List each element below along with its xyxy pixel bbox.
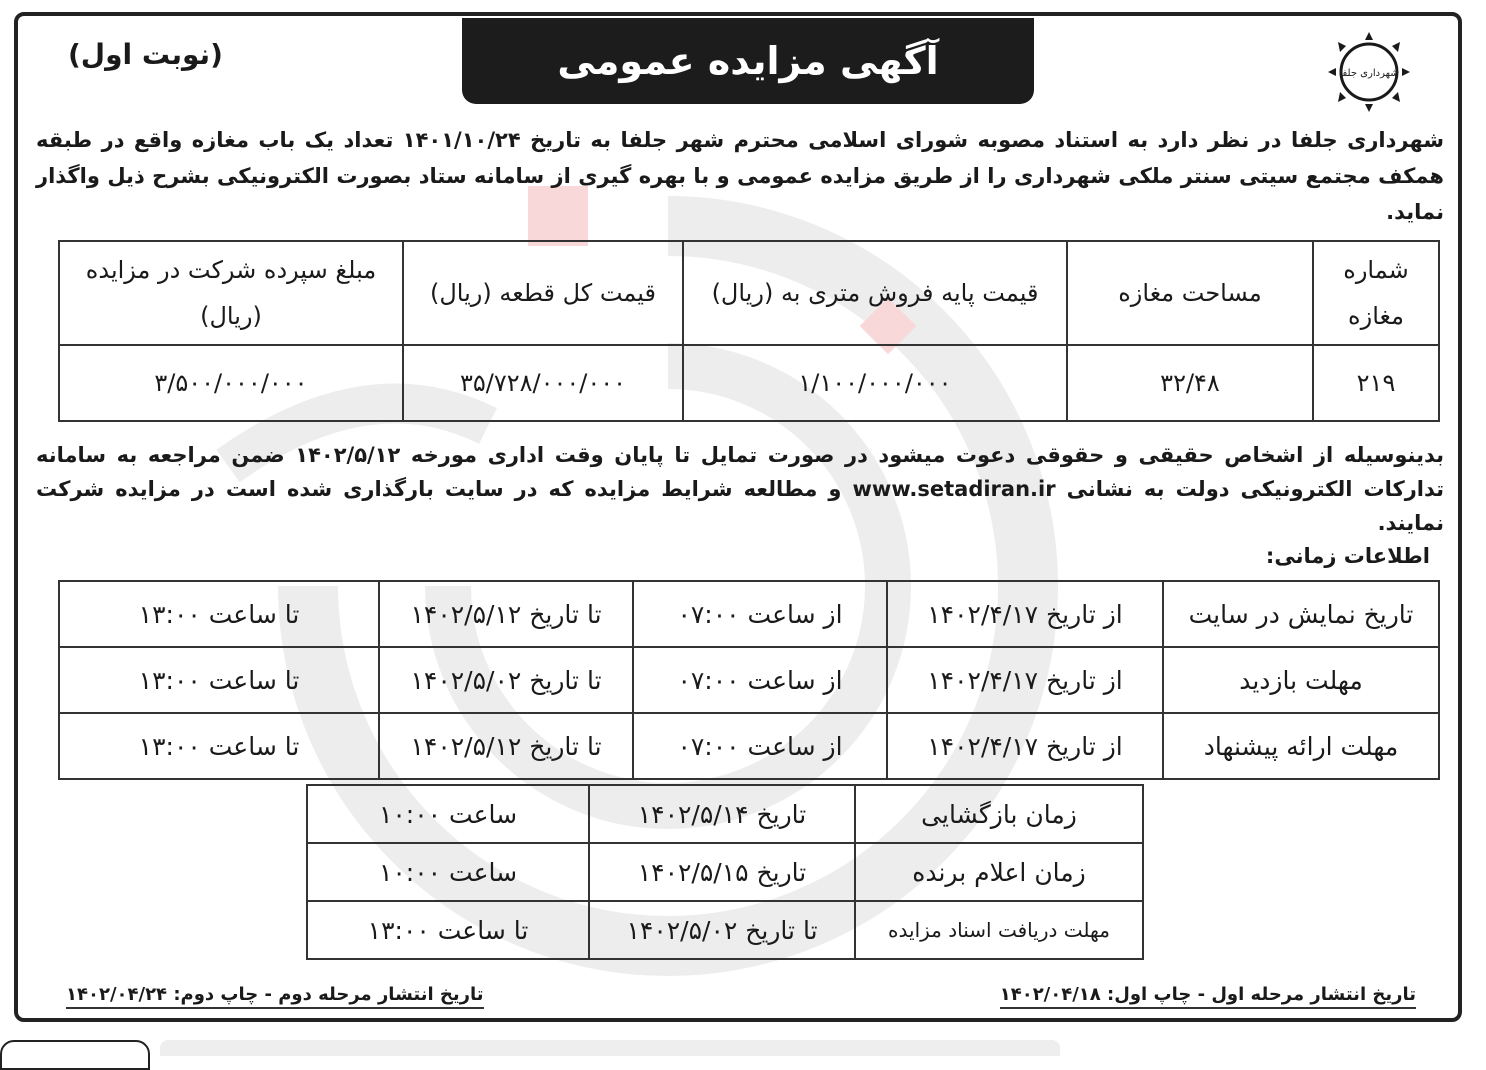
page-edge-tab (0, 1040, 150, 1070)
municipality-logo-icon (1324, 30, 1414, 114)
schedule-to-time: تا ساعت ۱۳:۰۰ (59, 647, 379, 713)
schedule-from-date: از تاریخ ۱۴۰۲/۴/۱۷ (887, 647, 1163, 713)
event-time: تا ساعت ۱۳:۰۰ (307, 901, 589, 959)
shop-table-header-row (59, 241, 1439, 345)
first-print-date: تاریخ انتشار مرحله اول - چاپ اول: ۱۴۰۲/۰۴/۱۸ (1000, 984, 1416, 1009)
table-row (307, 843, 1143, 901)
second-print-date: تاریخ انتشار مرحله دوم - چاپ دوم: ۱۴۰۲/۰۴/۲۴ (66, 984, 484, 1009)
schedule-table (58, 580, 1440, 780)
schedule-from-date: از تاریخ ۱۴۰۲/۴/۱۷ (887, 713, 1163, 779)
event-label: زمان بازگشایی (855, 785, 1143, 843)
header-shop-area: مساحت مغازه (1067, 241, 1313, 345)
event-label: مهلت دریافت اسناد مزایده (855, 901, 1143, 959)
events-table (306, 784, 1144, 960)
schedule-label: تاریخ نمایش در سایت (1163, 581, 1439, 647)
schedule-to-date: تا تاریخ ۱۴۰۲/۵/۰۲ (379, 647, 633, 713)
header-base-price: قیمت پایه فروش متری به (ریال) (683, 241, 1067, 345)
shop-number: ۲۱۹ (1313, 345, 1439, 421)
schedule-to-date: تا تاریخ ۱۴۰۲/۵/۱۲ (379, 713, 633, 779)
header-deposit: مبلغ سپرده شرکت در مزایده (ریال) (59, 241, 403, 345)
table-row (59, 345, 1439, 421)
intro-paragraph: شهرداری جلفا در نظر دارد به استناد مصوبه شورای اسلامی محترم شهر جلفا به تاریخ ۱۴۰۱/۱۰/۲۴ تعداد یک باب مغازه واقع در طبقه همکف مجتمع سیتی سنتر ملکی شهرداری را از طریق مزایده عمومی و با بهره گیری از سامانه ستاد بصورت الکترونیکی بشرح ذیل واگذار نماید. (36, 128, 1444, 224)
event-date: تاریخ ۱۴۰۲/۵/۱۴ (589, 785, 855, 843)
event-date: تاریخ ۱۴۰۲/۵/۱۵ (589, 843, 855, 901)
table-row (59, 581, 1439, 647)
schedule-to-time: تا ساعت ۱۳:۰۰ (59, 713, 379, 779)
schedule-from-time: از ساعت ۰۷:۰۰ (633, 713, 887, 779)
notice-frame (14, 12, 1462, 1022)
event-date: تا تاریخ ۱۴۰۲/۵/۰۲ (589, 901, 855, 959)
event-label: زمان اعلام برنده (855, 843, 1143, 901)
table-row (307, 785, 1143, 843)
schedule-from-time: از ساعت ۰۷:۰۰ (633, 581, 887, 647)
event-time: ساعت ۱۰:۰۰ (307, 785, 589, 843)
table-row (59, 713, 1439, 779)
invitation-paragraph: بدینوسیله از اشخاص حقیقی و حقوقی دعوت میشود در صورت تمایل تا پایان وقت اداری مورخه ۱۴۰۲/۵/۱۲ ضمن مراجعه به سامانه تدارکات الکترونیکی دولت به نشانی www.setadiran.ir و مطالعه شرایط مزایده که در سایت بارگذاری شده است در مزایده شرکت نمایند. (36, 443, 1445, 535)
round-label: (نوبت اول) (68, 38, 223, 71)
shop-table (58, 240, 1440, 422)
notice-title: آگهی مزایده عمومی (462, 18, 1034, 104)
schedule-label: مهلت ارائه پیشنهاد (1163, 713, 1439, 779)
page-edge-bar (160, 1040, 1060, 1056)
schedule-from-date: از تاریخ ۱۴۰۲/۴/۱۷ (887, 581, 1163, 647)
deposit-amount: ۳/۵۰۰/۰۰۰/۰۰۰ (59, 345, 403, 421)
total-price: ۳۵/۷۲۸/۰۰۰/۰۰۰ (403, 345, 683, 421)
table-row (59, 647, 1439, 713)
schedule-to-time: تا ساعت ۱۳:۰۰ (59, 581, 379, 647)
table-row (307, 901, 1143, 959)
base-price: ۱/۱۰۰/۰۰۰/۰۰۰ (683, 345, 1067, 421)
schedule-from-time: از ساعت ۰۷:۰۰ (633, 647, 887, 713)
event-time: ساعت ۱۰:۰۰ (307, 843, 589, 901)
time-info-label: اطلاعات زمانی: (1265, 544, 1430, 568)
logo-text: شهرداری جلفا (1339, 68, 1399, 79)
header-shop-number: شماره مغازه (1313, 241, 1439, 345)
schedule-label: مهلت بازدید (1163, 647, 1439, 713)
shop-area: ۳۲/۴۸ (1067, 345, 1313, 421)
header-total-price: قیمت کل قطعه (ریال) (403, 241, 683, 345)
schedule-to-date: تا تاریخ ۱۴۰۲/۵/۱۲ (379, 581, 633, 647)
